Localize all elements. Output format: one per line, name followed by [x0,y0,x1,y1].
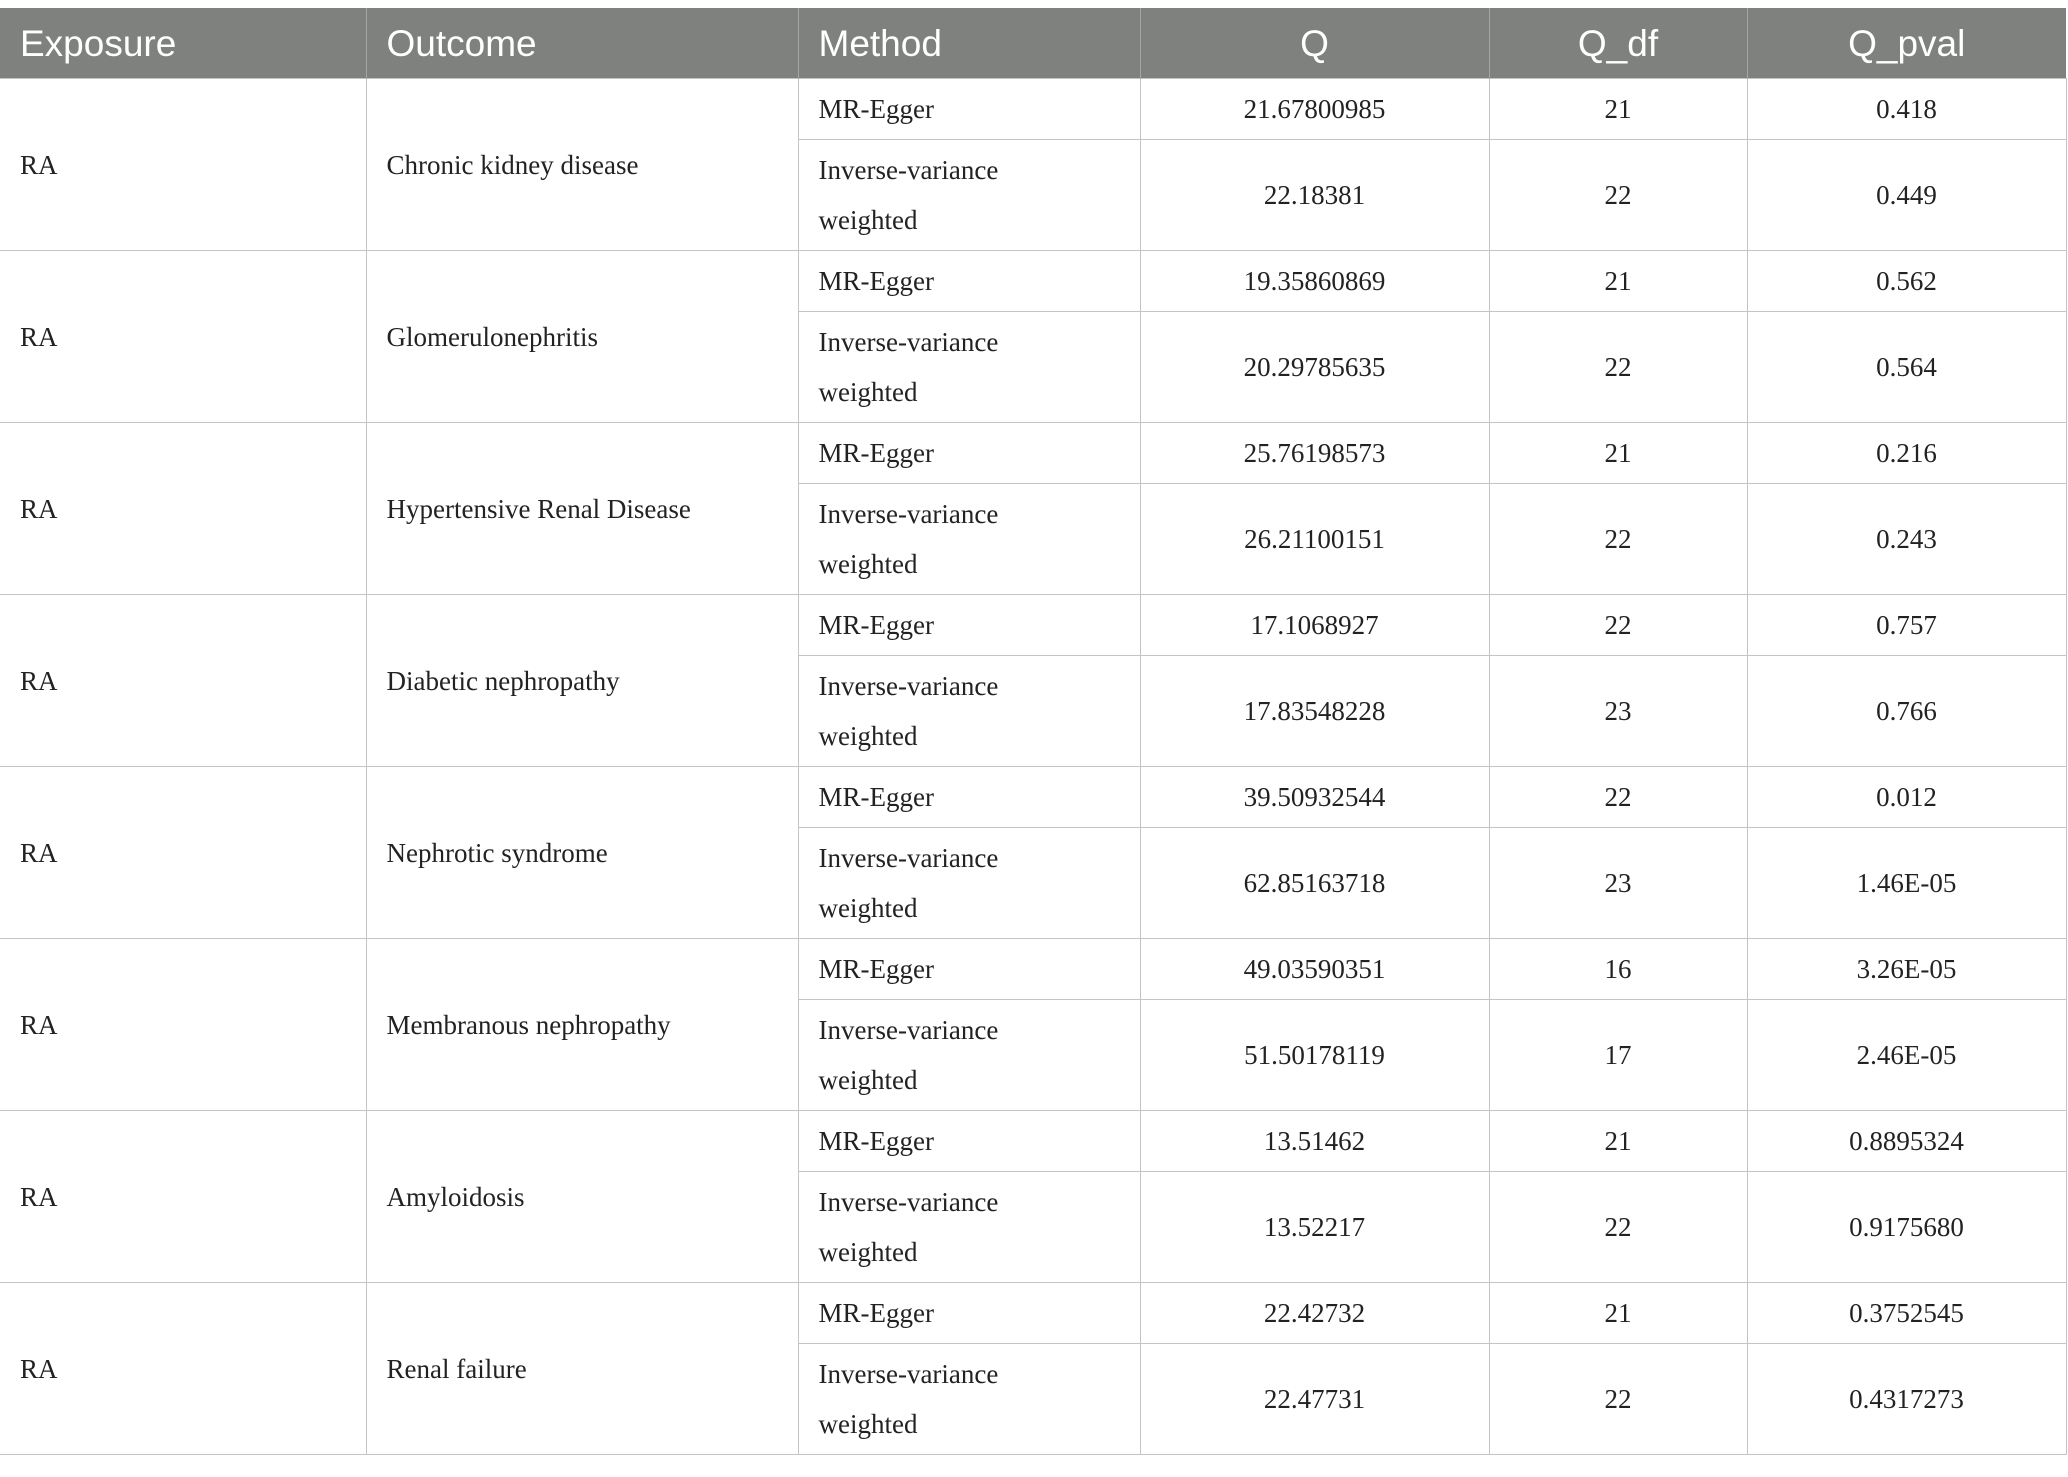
method-line-1: Inverse-variance [818,1359,999,1389]
q-pval-cell: 0.243 [1747,484,2066,595]
table-row [0,939,2066,1000]
method-line-2: weighted [818,1065,918,1095]
q-pval-cell: 0.012 [1747,767,2066,828]
table-header [0,8,2066,79]
method-cell [798,1172,1140,1283]
outcome-cell: Glomerulonephritis [366,251,798,423]
outcome-cell: Renal failure [366,1283,798,1455]
q-pval-cell: 0.3752545 [1747,1283,2066,1344]
header-outcome: Outcome [366,8,798,79]
q-df-cell: 23 [1489,828,1747,939]
q-df-cell: 22 [1489,595,1747,656]
method-cell: MR-Egger [798,939,1140,1000]
q-cell: 51.50178119 [1140,1000,1489,1111]
q-cell: 26.21100151 [1140,484,1489,595]
table-row [0,423,2066,484]
method-line-1: Inverse-variance [818,1187,999,1217]
method-cell: MR-Egger [798,1111,1140,1172]
method-cell: MR-Egger [798,79,1140,140]
q-df-cell: 22 [1489,1172,1747,1283]
method-line-2: weighted [818,893,918,923]
q-cell: 49.03590351 [1140,939,1489,1000]
header-q-pval: Q_pval [1747,8,2066,79]
q-df-cell: 16 [1489,939,1747,1000]
outcome-cell: Membranous nephropathy [366,939,798,1111]
q-pval-cell: 0.216 [1747,423,2066,484]
method-cell [798,1344,1140,1455]
method-line-1: Inverse-variance [818,499,999,529]
q-pval-cell: 1.46E-05 [1747,828,2066,939]
method-cell: MR-Egger [798,251,1140,312]
q-df-cell: 21 [1489,1111,1747,1172]
outcome-cell: Chronic kidney disease [366,79,798,251]
header-exposure: Exposure [0,8,366,79]
q-pval-cell: 0.757 [1747,595,2066,656]
table-row [0,79,2066,140]
q-cell: 22.47731 [1140,1344,1489,1455]
method-line-1: Inverse-variance [818,1015,999,1045]
q-pval-cell: 3.26E-05 [1747,939,2066,1000]
method-cell [798,312,1140,423]
method-cell: MR-Egger [798,595,1140,656]
q-df-cell: 22 [1489,1344,1747,1455]
q-cell: 22.42732 [1140,1283,1489,1344]
q-pval-cell: 0.8895324 [1747,1111,2066,1172]
method-cell [798,484,1140,595]
exposure-cell: RA [0,939,366,1111]
method-cell: MR-Egger [798,1283,1140,1344]
q-df-cell: 22 [1489,140,1747,251]
q-cell: 25.76198573 [1140,423,1489,484]
q-pval-cell: 2.46E-05 [1747,1000,2066,1111]
q-pval-cell: 0.9175680 [1747,1172,2066,1283]
q-pval-cell: 0.766 [1747,656,2066,767]
q-cell: 17.83548228 [1140,656,1489,767]
header-q: Q [1140,8,1489,79]
q-pval-cell: 0.4317273 [1747,1344,2066,1455]
q-df-cell: 21 [1489,251,1747,312]
method-line-2: weighted [818,1237,918,1267]
q-df-cell: 23 [1489,656,1747,767]
q-pval-cell: 0.418 [1747,79,2066,140]
q-df-cell: 21 [1489,79,1747,140]
method-cell: MR-Egger [798,767,1140,828]
q-cell: 13.51462 [1140,1111,1489,1172]
method-line-2: weighted [818,377,918,407]
method-cell [798,1000,1140,1111]
header-method: Method [798,8,1140,79]
q-df-cell: 22 [1489,767,1747,828]
outcome-cell: Hypertensive Renal Disease [366,423,798,595]
header-row [0,8,2066,79]
table-row [0,1111,2066,1172]
q-cell: 19.35860869 [1140,251,1489,312]
q-cell: 62.85163718 [1140,828,1489,939]
method-cell [798,656,1140,767]
q-df-cell: 22 [1489,312,1747,423]
q-cell: 39.50932544 [1140,767,1489,828]
q-cell: 22.18381 [1140,140,1489,251]
q-cell: 13.52217 [1140,1172,1489,1283]
q-cell: 21.67800985 [1140,79,1489,140]
method-cell [798,140,1140,251]
exposure-cell: RA [0,79,366,251]
q-cell: 17.1068927 [1140,595,1489,656]
method-line-1: Inverse-variance [818,155,999,185]
table-body [0,79,2066,1455]
q-pval-cell: 0.449 [1747,140,2066,251]
outcome-cell: Amyloidosis [366,1111,798,1283]
q-pval-cell: 0.562 [1747,251,2066,312]
q-pval-cell: 0.564 [1747,312,2066,423]
q-df-cell: 21 [1489,423,1747,484]
method-line-1: Inverse-variance [818,843,999,873]
table-row [0,595,2066,656]
heterogeneity-table [0,8,2067,1455]
method-line-1: Inverse-variance [818,327,999,357]
exposure-cell: RA [0,251,366,423]
exposure-cell: RA [0,595,366,767]
q-df-cell: 22 [1489,484,1747,595]
table-row [0,767,2066,828]
exposure-cell: RA [0,767,366,939]
table-row [0,1283,2066,1344]
table-row [0,251,2066,312]
method-line-2: weighted [818,549,918,579]
q-cell: 20.29785635 [1140,312,1489,423]
q-df-cell: 17 [1489,1000,1747,1111]
exposure-cell: RA [0,423,366,595]
method-cell [798,828,1140,939]
q-df-cell: 21 [1489,1283,1747,1344]
exposure-cell: RA [0,1111,366,1283]
header-q-df: Q_df [1489,8,1747,79]
method-line-1: Inverse-variance [818,671,999,701]
outcome-cell: Nephrotic syndrome [366,767,798,939]
method-line-2: weighted [818,205,918,235]
method-line-2: weighted [818,721,918,751]
exposure-cell: RA [0,1283,366,1455]
outcome-cell: Diabetic nephropathy [366,595,798,767]
method-line-2: weighted [818,1409,918,1439]
method-cell: MR-Egger [798,423,1140,484]
